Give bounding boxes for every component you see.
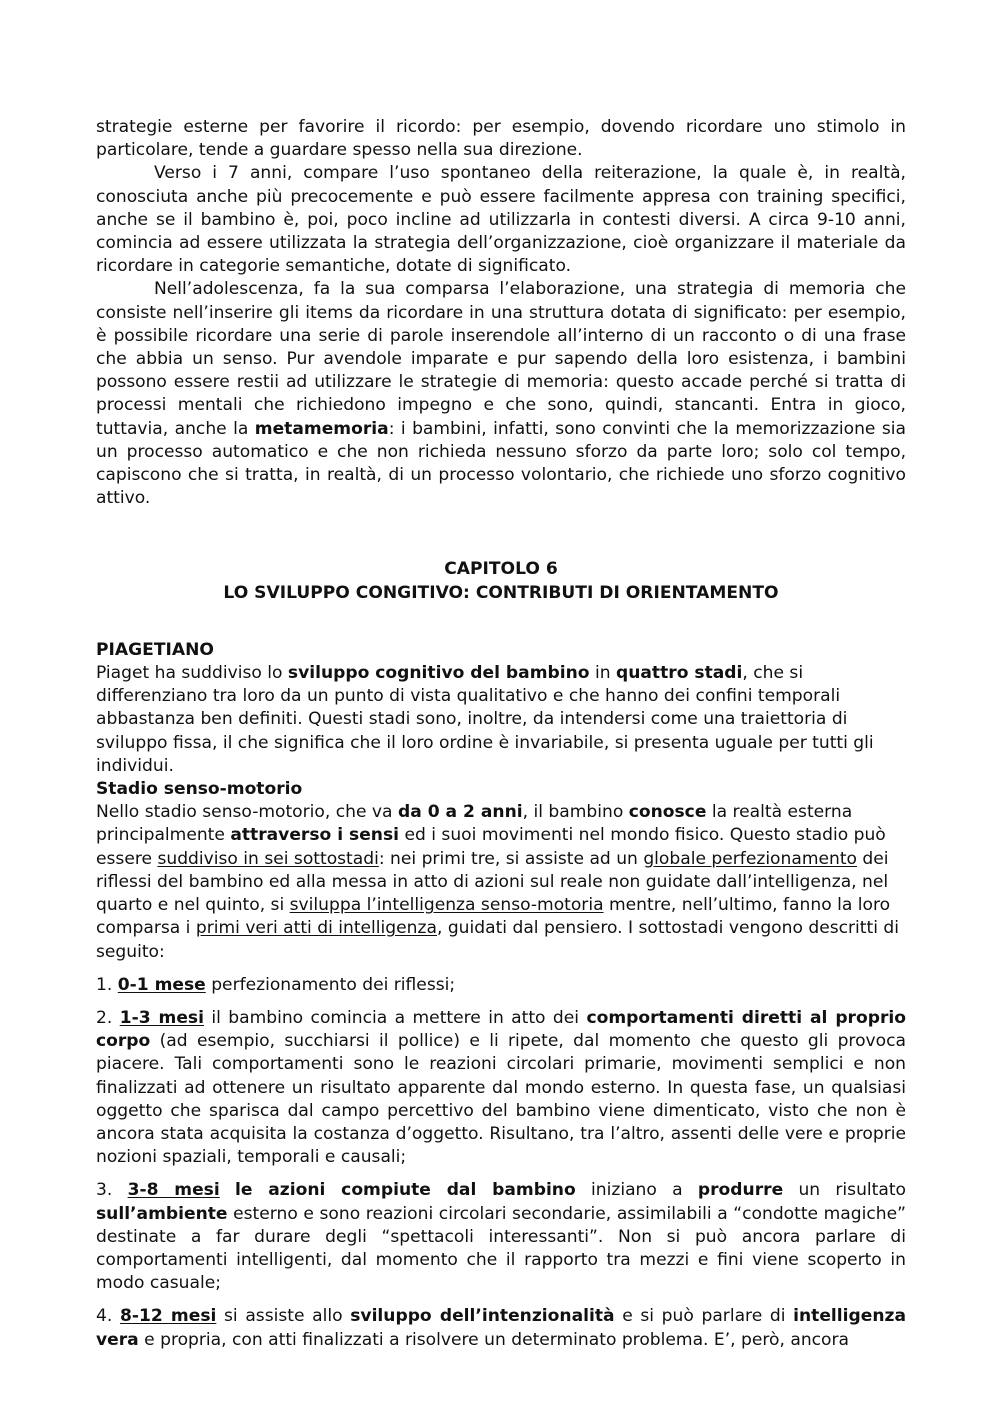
list-item-4-bold-2: intelligenza vera <box>96 1306 906 1350</box>
list-item-4-number: 4. <box>96 1306 120 1327</box>
chapter-number: CAPITOLO 6 <box>444 559 558 580</box>
list-item-4 <box>96 1305 906 1351</box>
list-item-3-bold-1: le azioni compiute dal bambino <box>235 1180 576 1201</box>
intro-paragraph-3 <box>96 278 906 510</box>
stage-title: Stadio senso-motorio <box>96 779 303 800</box>
stage-text-3: la realtà esterna principalmente <box>96 802 853 846</box>
list-item-3-number: 3. <box>96 1180 128 1201</box>
list-item-2 <box>96 1007 906 1169</box>
intro-paragraph-2 <box>96 162 906 278</box>
list-item-4-text-1: si assiste allo <box>216 1306 351 1327</box>
section-intro-text-a: Piaget ha suddiviso lo <box>96 663 288 684</box>
list-item-2-number: 2. <box>96 1007 120 1028</box>
intro-paragraph-3-text-a: Nell’adolescenza, fa la sua comparsa l’elaborazione, una strategia di memoria che consiste nell’inserire gli items da ricordare in una struttura dotata di significato: per esempio, è possibile ricordare una serie di parole inserendole all’interno di un racconto o di una frase che abbia un senso. Pur avendole imparate e pur sapendo della loro esistenza, i bambini possono essere restii ad utilizzare le strategie di memoria: questo accade perché si tratta di processi mentali che richiedono impegno e che sono, quindi, stancanti. Entra in gioco, tuttavia, anche la <box>96 279 906 439</box>
list-item-4-text-3: e propria, con atti finalizzati a risolvere un determinato problema. E’, però, ancora <box>138 1329 850 1350</box>
list-item-3-bold-3: sull’ambiente <box>96 1203 228 1224</box>
list-item-2-text-1: il bambino comincia a mettere in atto dei <box>203 1007 587 1028</box>
list-item-1-text: perfezionamento dei riflessi; <box>205 974 456 995</box>
metamemoria-term: metamemoria <box>254 418 389 439</box>
stage-underline-1: suddiviso in sei sottostadi <box>157 848 379 869</box>
list-item-2-text-2: (ad esempio, succhiarsi il pollice) e li ripete, dal momento che questo gli provoca piacere. Tali comportamenti sono le reazioni circolari primarie, movimenti semplici e non finalizzati ad ottenere un risultato apparente dal mondo esterno. In questa fase, un qualsiasi oggetto che sparisca dal campo percettivo del bambino viene dimenticato, visto che non è ancora stata acquisita la costanza d’oggetto. Risultano, tra l’altro, assenti delle vere e proprie nozioni spaziali, temporali e causali; <box>96 1031 906 1168</box>
section-intro-paragraph <box>96 662 906 778</box>
intro-paragraph-1 <box>96 116 906 162</box>
intro-paragraph-1-text: strategie esterne per favorire il ricordo: per esempio, dovendo ricordare uno stimolo in particolare, tende a guardare spesso nella sua direzione. <box>96 117 906 161</box>
list-item-1 <box>96 974 906 997</box>
stage-text-5: : nei primi tre, si assiste ad un <box>378 848 644 869</box>
list-item-2-age: 1-3 mesi <box>119 1007 204 1028</box>
list-item-1-age: 0-1 mese <box>117 974 206 995</box>
stage-underline-4: primi veri atti di intelligenza <box>195 918 437 939</box>
section-intro-text-c: in <box>589 663 616 684</box>
stage-bold-2: conosce <box>628 802 707 823</box>
list-item-3-text-1: iniziano a <box>575 1180 698 1201</box>
section-title: PIAGETIANO <box>96 639 214 660</box>
section-intro-bold-1: sviluppo cognitivo del bambino <box>287 663 590 684</box>
stage-text-8: , guidati dal pensiero. I sottostadi vengono descritti di seguito: <box>96 918 899 962</box>
stage-bold-3: attraverso i sensi <box>230 825 400 846</box>
list-item-3-text-2: un risultato <box>783 1180 907 1201</box>
list-item-4-age: 8-12 mesi <box>119 1306 217 1327</box>
section-intro-text-d: , che si differenziano tra loro da un punto di vista qualitativo e che hanno dei confini temporali abbastanza ben definiti. Questi stadi sono, inoltre, da intendersi come una traiettoria di sviluppo fissa, il che significa che il loro ordine è invariabile, si presenta uguale per tutti gli individui. <box>96 663 874 776</box>
stage-text-6: dei riflessi del bambino ed alla messa in atto di azioni sul reale non guidate dall’intelligenza, nel quarto e nel quinto, si <box>96 848 889 916</box>
stage-text-4: ed i suoi movimenti nel mondo fisico. Questo stadio può essere <box>96 825 886 869</box>
list-item-2-bold-1: comportamenti diretti al proprio corpo <box>96 1007 906 1052</box>
section-intro-bold-2: quattro stadi <box>615 663 743 684</box>
list-item-3-text-3: esterno e sono reazioni circolari secondarie, assimilabili a “condotte magiche” destinate a far durare degli “spettacoli interessanti”. Non si può ancora parlare di comportamenti intelligenti, dal momento che il rapporto tra mezzi e fini viene scoperto in modo casuale; <box>96 1203 906 1294</box>
list-item-4-bold-1: sviluppo dell’intenzionalità <box>350 1306 615 1327</box>
stage-underline-3: sviluppa l’intelligenza senso-motoria <box>289 895 604 916</box>
stage-text-1: Nello stadio senso-motorio, che va <box>96 802 398 823</box>
list-item-1-number: 1. <box>96 974 118 995</box>
list-item-3-age: 3-8 mesi <box>127 1180 220 1201</box>
stage-paragraph <box>96 801 906 963</box>
stage-underline-2: globale perfezionamento <box>643 848 857 869</box>
stage-text-2: , il bambino <box>522 802 629 823</box>
intro-paragraph-3-text-b: : i bambini, infatti, sono convinti che la memorizzazione sia un processo automatico e che non richieda nessuno sforzo da parte loro; solo col tempo, capiscono che si tratta, in realtà, di un processo volontario, che richiede uno sforzo cognitivo attivo. <box>96 418 906 509</box>
list-item-3-bold-2: produrre <box>697 1180 784 1201</box>
list-item-4-text-2: e si può parlare di <box>614 1306 794 1327</box>
stage-bold-1: da 0 a 2 anni <box>397 802 523 823</box>
chapter-title: LO SVILUPPO CONGITIVO: CONTRIBUTI DI ORIENTAMENTO <box>223 582 779 603</box>
intro-paragraph-2-text: Verso i 7 anni, compare l’uso spontaneo della reiterazione, la quale è, in realtà, conosciuta anche più precocemente e può essere facilmente appresa con training specifici, anche se il bambino è, poi, poco incline ad utilizzarla in contesti diversi. A circa 9-10 anni, comincia ad essere utilizzata la strategia dell’organizzazione, cioè organizzare il materiale da ricordare in categorie semantiche, dotate di significato. <box>96 163 906 277</box>
list-item-3 <box>96 1179 906 1295</box>
stage-text-7: mentre, nell’ultimo, fanno la loro comparsa i <box>96 895 891 939</box>
